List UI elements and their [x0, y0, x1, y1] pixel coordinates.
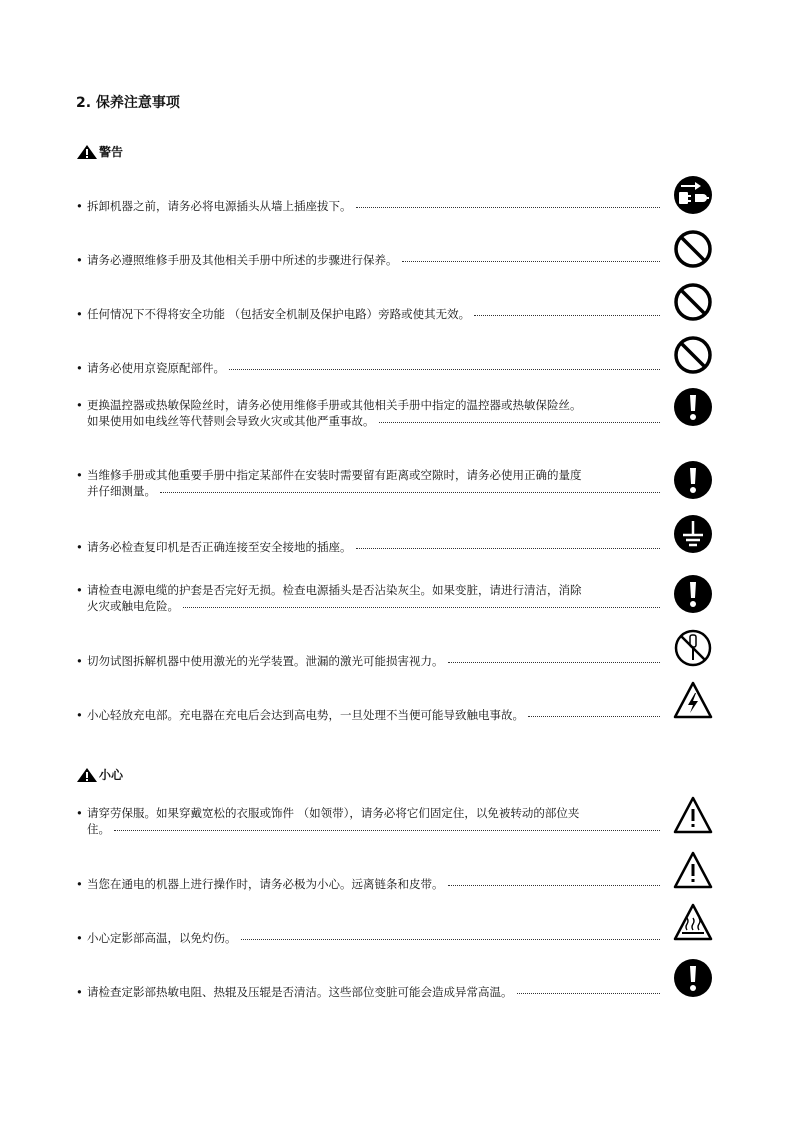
item-text: 拆卸机器之前，请务必将电源插头从墙上插座拔下。: [87, 199, 352, 213]
warning-item-1: [76, 198, 660, 214]
item-text: 请检查定影部热敏电阻、热辊及压辊是否清洁。这些部位变脏可能会造成异常高温。: [87, 985, 513, 999]
item-text: 请检查电源电缆的护套是否完好无损。检查电源插头是否沾染灰尘。如果变脏，请进行清洁，消除: [87, 583, 582, 597]
bullet: •: [76, 877, 83, 891]
bullet: •: [76, 361, 83, 375]
warning-item-6: [76, 467, 660, 499]
warning-item-8: [76, 582, 660, 614]
caution-icon: [673, 851, 713, 891]
item-text: 请穿劳保服。如果穿戴宽松的衣服或饰件 （如领带），请务必将它们固定住，以免被转动的部位夹: [87, 806, 580, 820]
item-text: 如果使用如电线丝等代替则会导致火灾或其他严重事故。: [87, 414, 375, 428]
bullet: •: [76, 199, 83, 213]
warning-heading: [76, 143, 123, 160]
item-text: 切勿试图拆解机器中使用激光的光学装置。泄漏的激光可能损害视力。: [87, 654, 444, 668]
item-text: 小心定影部高温，以免灼伤。: [87, 931, 237, 945]
mandatory-icon: [673, 460, 713, 500]
item-text: 任何情况下不得将安全功能 （包括安全机制及保护电路）旁路或使其无效。: [87, 307, 471, 321]
item-text: 当维修手册或其他重要手册中指定某部件在安装时需要留有距离或空隙时，请务必使用正确的量度: [87, 468, 582, 482]
item-text: 更换温控器或热敏保险丝时，请务必使用维修手册或其他相关手册中指定的温控器或热敏保险丝。: [87, 398, 582, 412]
item-text: 请务必遵照维修手册及其他相关手册中所述的步骤进行保养。: [87, 253, 398, 267]
bullet: •: [76, 307, 83, 321]
page-title: 2. 保养注意事项: [76, 95, 180, 111]
prohibited-icon: [673, 335, 713, 375]
bullet: •: [76, 985, 83, 999]
bullet: •: [76, 654, 83, 668]
warning-item-2: [76, 252, 660, 268]
warning-item-10: [76, 707, 660, 723]
bullet: •: [76, 806, 83, 820]
warning-item-3: [76, 306, 660, 322]
bullet: •: [76, 468, 83, 482]
warning-item-9: [76, 653, 660, 669]
caution-item-3: [76, 930, 660, 946]
bullet: •: [76, 398, 83, 412]
bullet: •: [76, 253, 83, 267]
ground-icon: [673, 514, 713, 554]
item-text: 并仔细测量。: [87, 484, 156, 498]
caution-item-2: [76, 876, 660, 892]
bullet: •: [76, 708, 83, 722]
caution-icon: [673, 796, 713, 836]
mandatory-icon: [673, 574, 713, 614]
prohibited-icon: [673, 229, 713, 269]
no-disassembly-icon: [673, 628, 713, 668]
item-text: 火灾或触电危险。: [87, 599, 179, 613]
prohibited-icon: [673, 282, 713, 322]
bullet: •: [76, 931, 83, 945]
warning-item-4: [76, 360, 660, 376]
item-text: 请务必检查复印机是否正确连接至安全接地的插座。: [87, 540, 352, 554]
unplug-icon: [673, 175, 713, 215]
hot-surface-icon: [673, 903, 713, 943]
bullet: •: [76, 583, 83, 597]
caution-item-4: [76, 984, 660, 1000]
caution-triangle-icon: [76, 767, 98, 783]
item-text: 当您在通电的机器上进行操作时，请务必极为小心。远离链条和皮带。: [87, 877, 444, 891]
warning-triangle-icon: [76, 144, 98, 160]
electric-hazard-icon: [673, 681, 713, 721]
mandatory-icon: [673, 958, 713, 998]
warning-label: 警告: [99, 145, 124, 159]
bullet: •: [76, 540, 83, 554]
mandatory-icon: [673, 387, 713, 427]
caution-heading: [76, 766, 123, 783]
warning-item-5: [76, 397, 660, 429]
item-text: 小心轻放充电部。充电器在充电后会达到高电势，一旦处理不当便可能导致触电事故。: [87, 708, 524, 722]
item-text: 请务必使用京瓷原配部件。: [87, 361, 225, 375]
caution-label: 小心: [99, 768, 124, 782]
item-text: 住。: [87, 822, 110, 836]
caution-item-1: [76, 805, 660, 837]
warning-item-7: [76, 539, 660, 555]
